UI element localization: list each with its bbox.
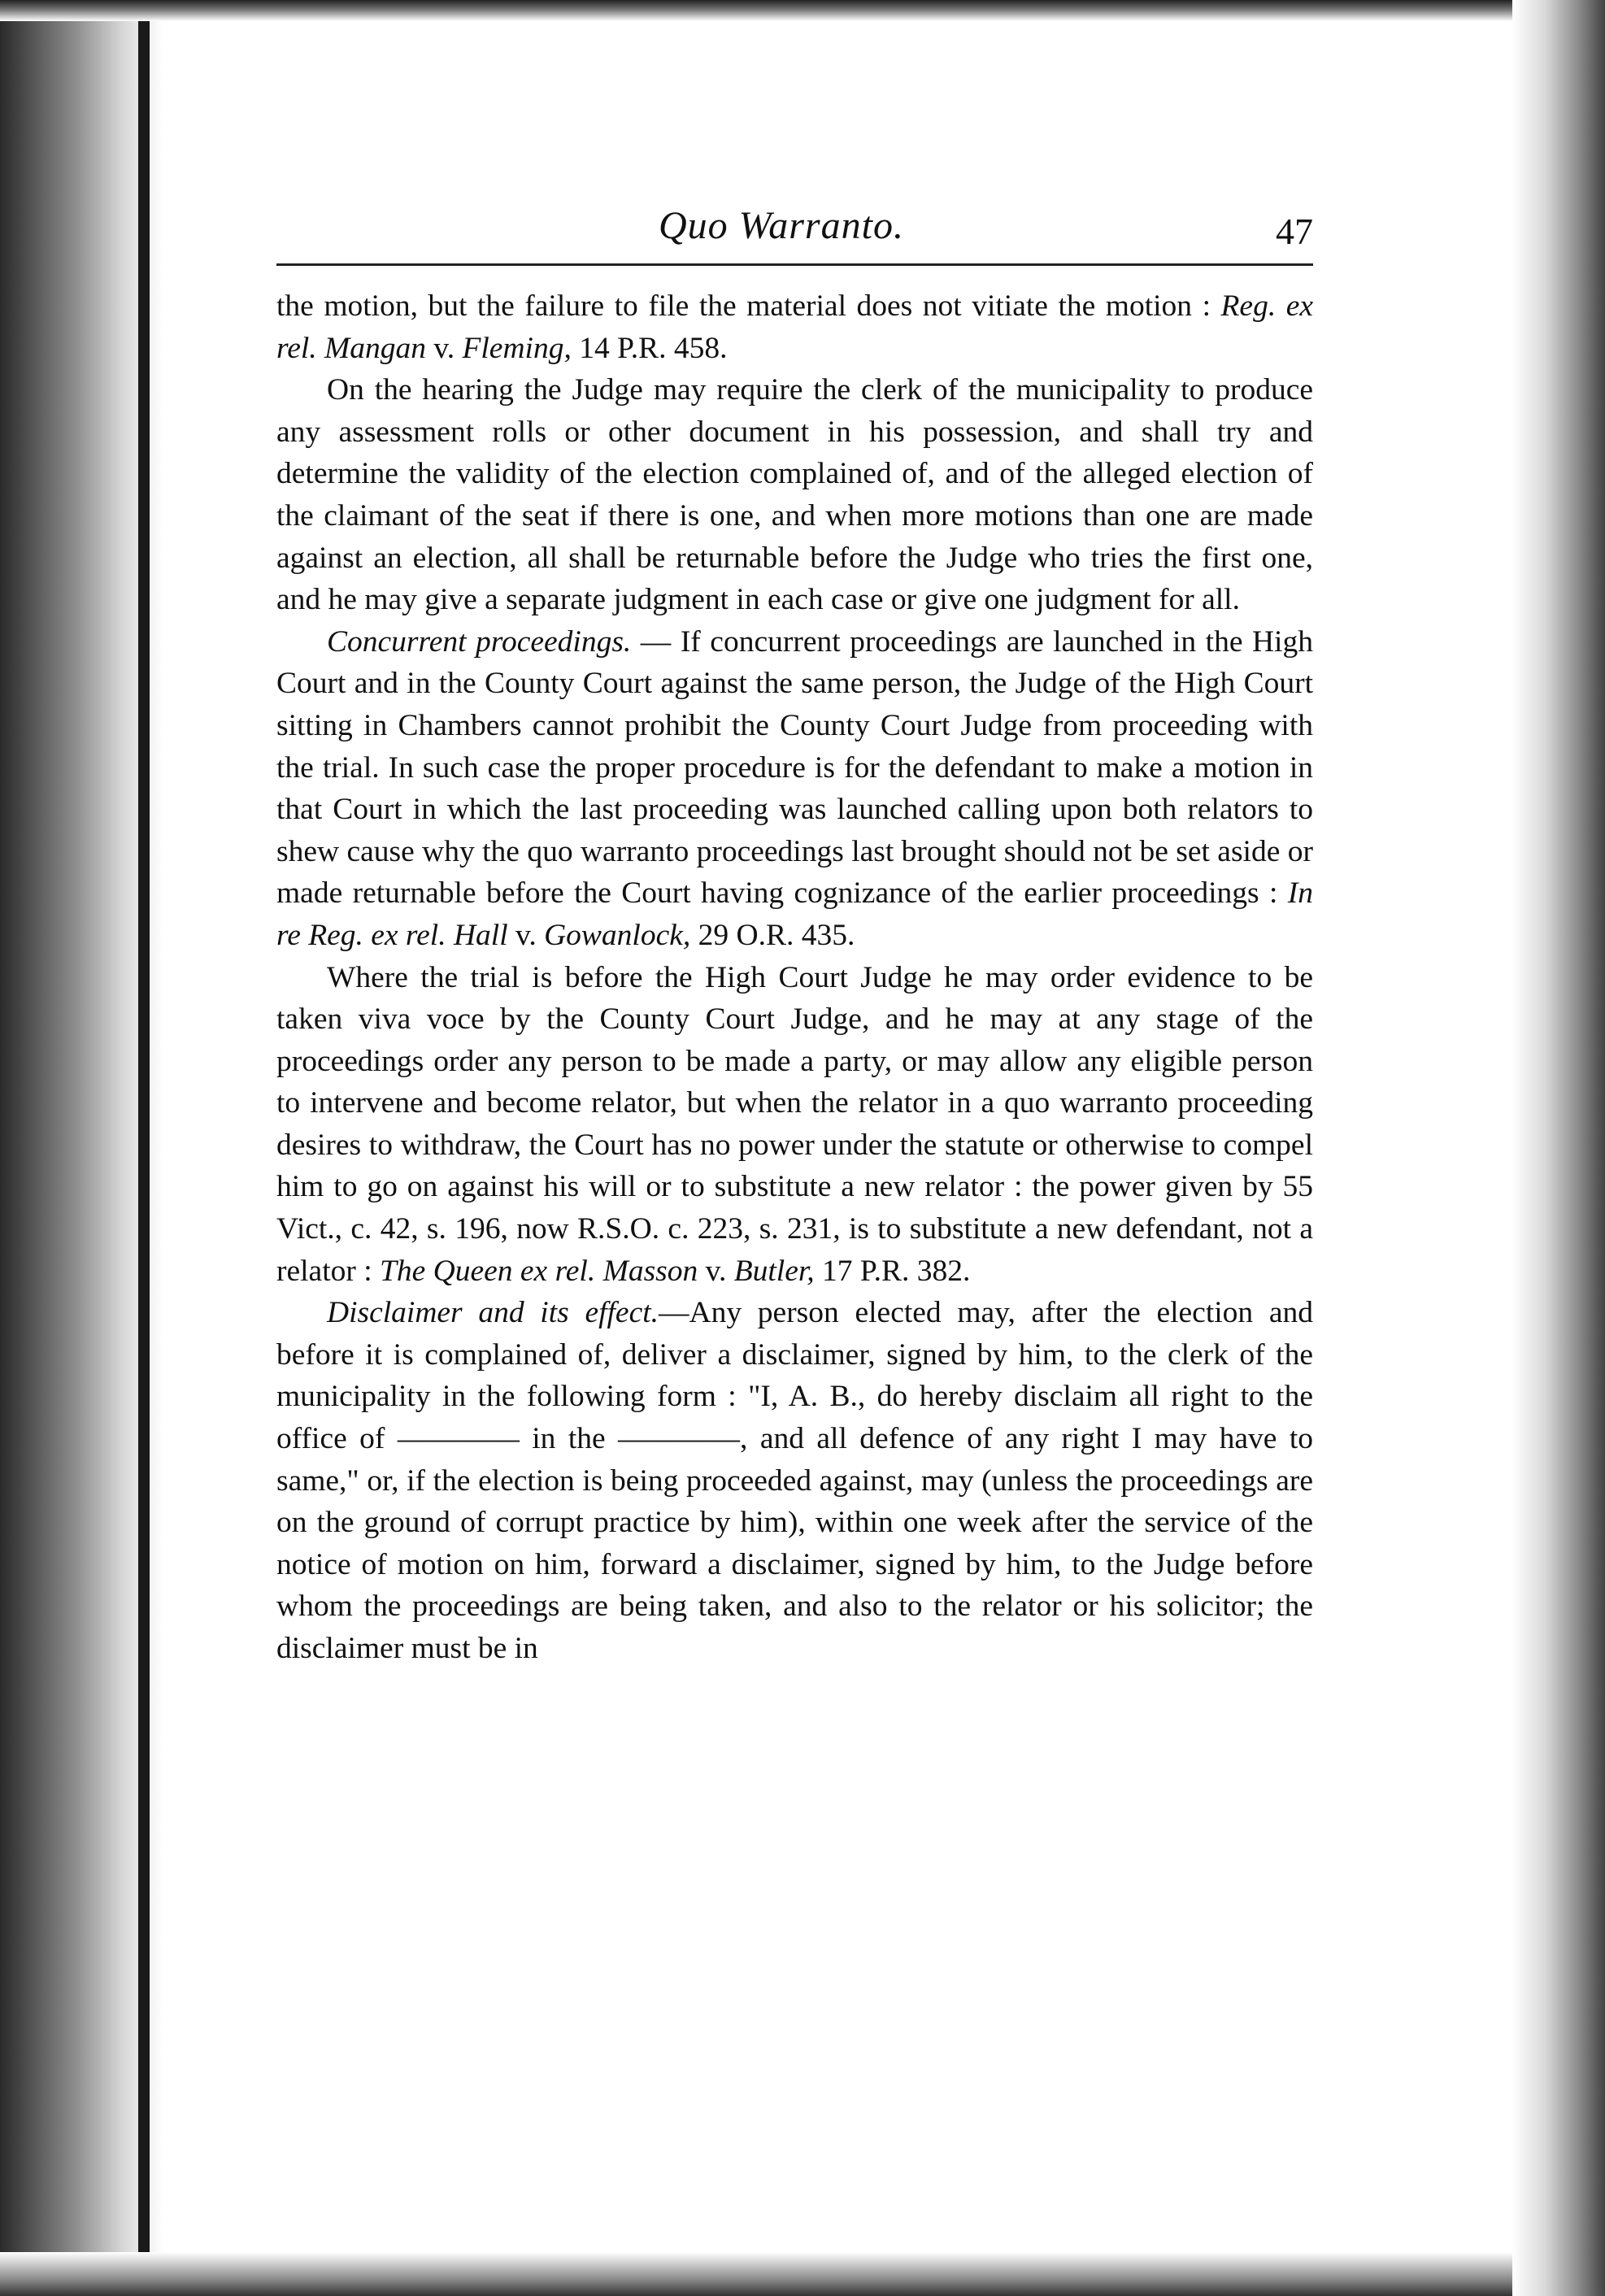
italic-text: Butler, [733,1254,815,1288]
paragraph [276,285,1313,369]
right-page-edge [1512,0,1605,2296]
paragraph [276,369,1313,621]
italic-text: In re Reg. ex rel. Hall [276,876,1313,952]
text-segment: —Any person elected may, after the election and before it is complained of, deliver a disclaimer, signed by him, to the clerk of the municipality in the following form : "I, A. B., do hereby disclaim all right to the office of ———— in the ————, and all defence of any right I may have to same," or, if the election is being proceeded against, may (unless the proceedings are on the ground of corrupt practice by him), within one week after the service of the notice of motion on him, forward a disclaimer, signed by him, to the Judge before whom the proceedings are being taken, and also to the relator or his solicitor; the disclaimer must be in [276,1296,1314,1665]
text-segment: 14 P.R. 458. [571,331,728,365]
text-segment: 17 P.R. 382. [814,1254,971,1288]
text-segment: Where the trial is before the High Court Judge he may order evidence to be taken viva voce by the County Court Judge, and he may at any stage of the proceedings order any person to be made a party, or may allow any eligible person to intervene and become relator, but when the relator in a quo warranto proceeding desires to withdraw, the Court has no power under the statute or otherwise to compel him to go on against his will or to substitute a new relator : the power given by 55 Vict., c. 42, s. 196, now R.S.O. c. 223, s. 231, is to substitute a new defendant, not a relator : [276,960,1313,1288]
italic-text: Disclaimer and its effect. [327,1296,659,1330]
italic-text: Gowanlock, [544,918,691,952]
italic-text: Fleming, [462,331,572,365]
text-segment: v. [698,1254,734,1288]
paragraph [276,621,1313,957]
text-segment: — If concurrent proceedings are launched in the High Court and in the County Court against the same person, the Judge of the High Court sitting in Chambers cannot prohibit the County Court Judge from proceeding with the trial. In such case the proper procedure is for the defendant to make a motion in that Court in which the last proceeding was launched calling upon both relators to shew cause why the quo warranto proceedings last brought should not be set aside or made returnable before the Court having cognizance of the earlier proceedings : [276,624,1313,911]
bottom-page-edge [0,2252,1605,2296]
page-number: 47 [1276,211,1313,252]
paragraph [276,1292,1313,1669]
running-head-title: Quo Warranto. [659,204,904,247]
spine-edge [138,0,150,2296]
text-segment: 29 O.R. 435. [690,918,855,952]
italic-text: The Queen ex rel. Masson [380,1254,698,1288]
text-segment: the motion, but the failure to file the material does not vitiate the motion : [276,289,1221,323]
text-segment: v. [426,331,463,365]
text-segment: On the hearing the Judge may require the clerk of the municipality to produce any assessment rolls or other document in his possession, and shall try and determine the validity of the election complained of, and of the alleged election of the claimant of the seat if there is one, and when more motions than one are made against an election, all shall be returnable before the Judge who tries the first one, and he may give a separate judgment in each case or give one judgment for all. [276,373,1313,617]
top-page-edge [0,0,1605,21]
italic-text: Reg. ex rel. Mangan [276,289,1314,365]
book-page [276,203,1313,1670]
italic-text: Concurrent proceedings. [327,624,632,659]
running-head [276,203,1313,260]
body-text [276,285,1313,1670]
paragraph [276,957,1313,1293]
text-segment: v. [507,918,545,952]
header-rule [276,263,1313,266]
